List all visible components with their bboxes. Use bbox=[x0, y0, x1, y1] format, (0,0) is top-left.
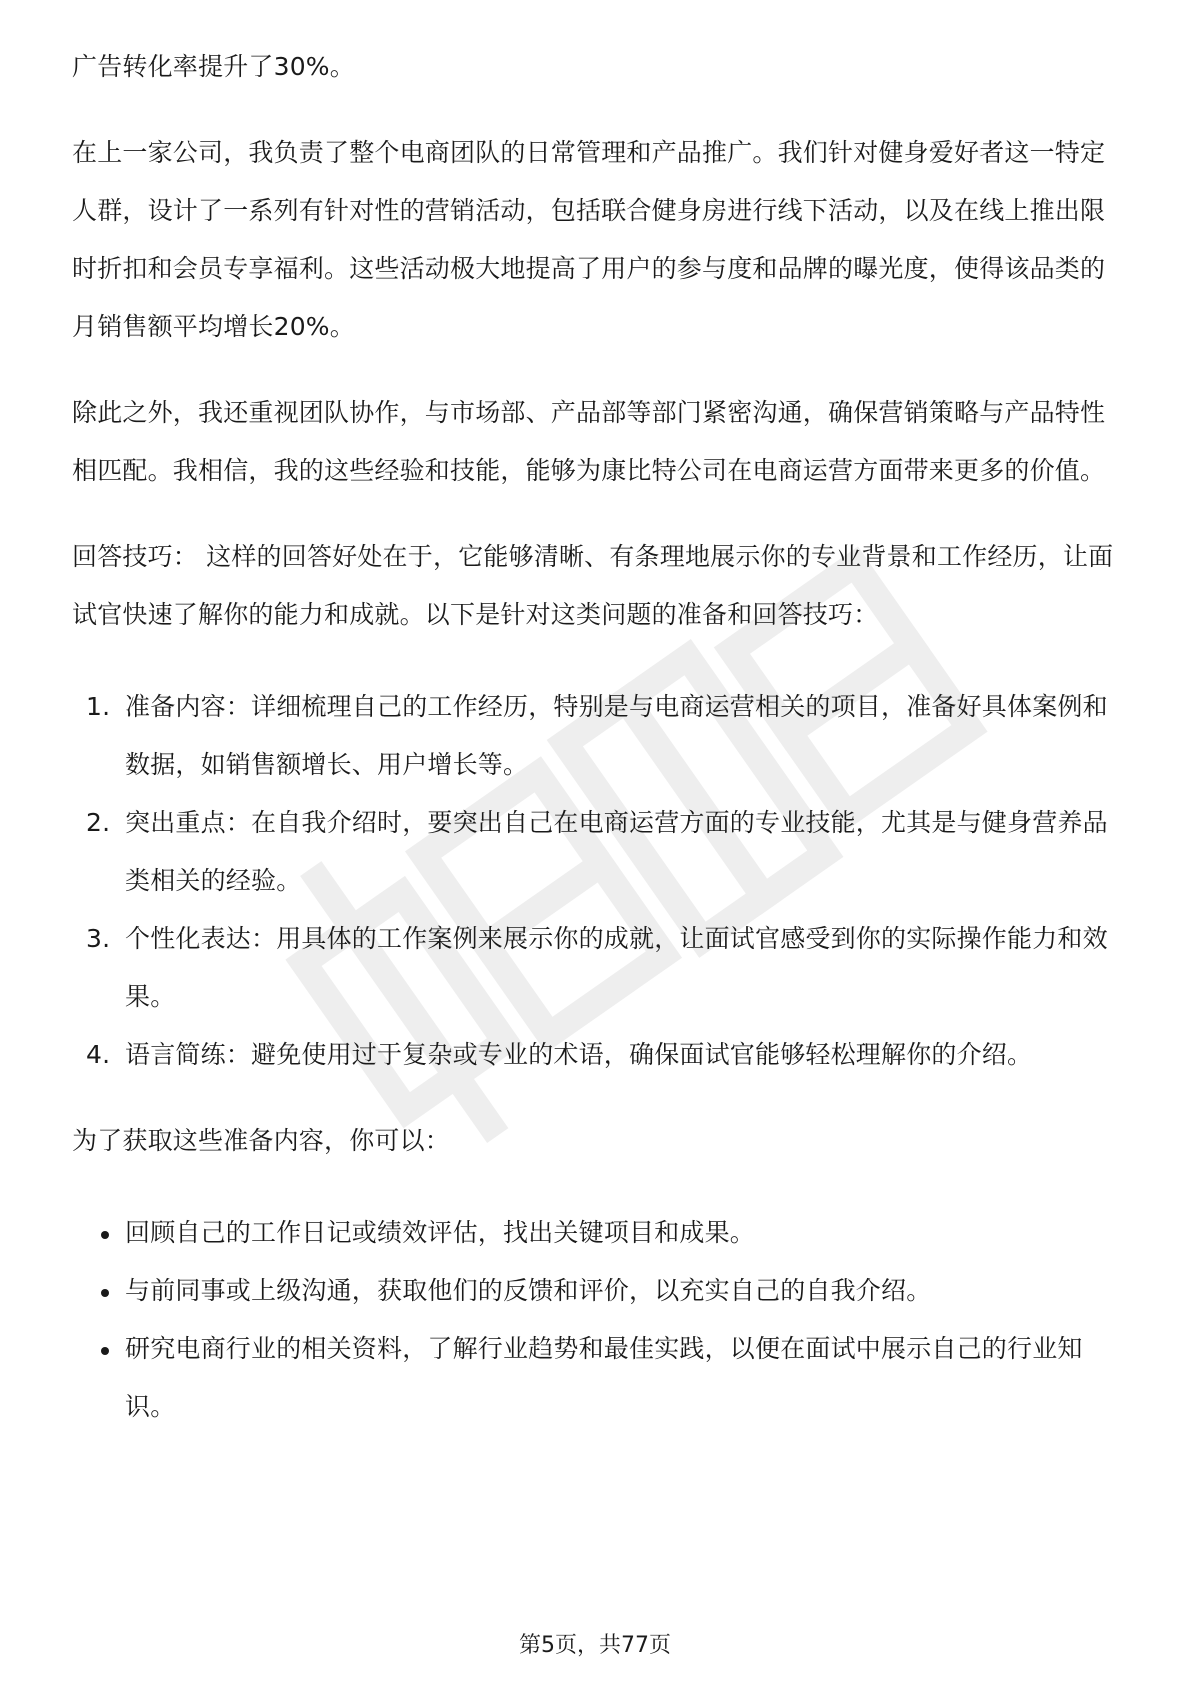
list-item bbox=[72, 794, 1122, 910]
list-number: 1. bbox=[86, 692, 111, 721]
paragraph-how-to-prepare: 为了获取这些准备内容，你可以： bbox=[72, 1126, 451, 1155]
bullet-dot-icon bbox=[101, 1289, 109, 1297]
list-item-text: 研究电商行业的相关资料，了解行业趋势和最佳实践，以便在面试中展示自己的行业知识。 bbox=[125, 1334, 1083, 1421]
list-item bbox=[72, 1262, 1122, 1320]
list-number: 4. bbox=[86, 1040, 111, 1069]
paragraph-conversion-rate: 广告转化率提升了30%。 bbox=[72, 52, 355, 81]
list-item bbox=[72, 1204, 1122, 1262]
list-item-text: 回顾自己的工作日记或绩效评估，找出关键项目和成果。 bbox=[125, 1218, 756, 1247]
list-item bbox=[72, 910, 1122, 1026]
list-item-text: 个性化表达：用具体的工作案例来展示你的成就，让面试官感受到你的实际操作能力和效果。 bbox=[125, 924, 1108, 1011]
list-item bbox=[72, 1026, 1122, 1084]
list-item bbox=[72, 678, 1122, 794]
paragraph-answer-tips: 回答技巧： 这样的回答好处在于，它能够清晰、有条理地展示你的专业背景和工作经历，让面试官快速了解你的能力和成就。以下是针对这类问题的准备和回答技巧： bbox=[72, 542, 1114, 629]
list-item-text: 突出重点：在自我介绍时，要突出自己在电商运营方面的专业技能，尤其是与健身营养品类相关的经验。 bbox=[125, 808, 1108, 895]
list-item-text: 准备内容：详细梳理自己的工作经历，特别是与电商运营相关的项目，准备好具体案例和数据，如销售额增长、用户增长等。 bbox=[125, 692, 1108, 779]
list-item bbox=[72, 1320, 1122, 1436]
prepare-bullet-list bbox=[72, 1204, 1122, 1436]
tips-numbered-list bbox=[72, 678, 1122, 1084]
list-item-text: 与前同事或上级沟通，获取他们的反馈和评价，以充实自己的自我介绍。 bbox=[125, 1276, 932, 1305]
paragraph-teamwork: 除此之外，我还重视团队协作，与市场部、产品部等部门紧密沟通，确保营销策略与产品特性相匹配。我相信，我的这些经验和技能，能够为康比特公司在电商运营方面带来更多的价值。 bbox=[72, 398, 1106, 485]
document-body bbox=[72, 38, 1122, 1436]
list-item-text: 语言简练：避免使用过于复杂或专业的术语，确保面试官能够轻松理解你的介绍。 bbox=[125, 1040, 1033, 1069]
paragraph-previous-company: 在上一家公司，我负责了整个电商团队的日常管理和产品推广。我们针对健身爱好者这一特定人群，设计了一系列有针对性的营销活动，包括联合健身房进行线下活动，以及在线上推出限时折扣和会员专享福利。这些活动极大地提高了用户的参与度和品牌的曝光度，使得该品类的月销售额平均增长20%。 bbox=[72, 138, 1106, 341]
bullet-dot-icon bbox=[101, 1347, 109, 1355]
page-number: 第5页，共77页 bbox=[519, 1633, 671, 1658]
list-number: 3. bbox=[86, 924, 111, 953]
list-number: 2. bbox=[86, 808, 111, 837]
bullet-dot-icon bbox=[101, 1231, 109, 1239]
